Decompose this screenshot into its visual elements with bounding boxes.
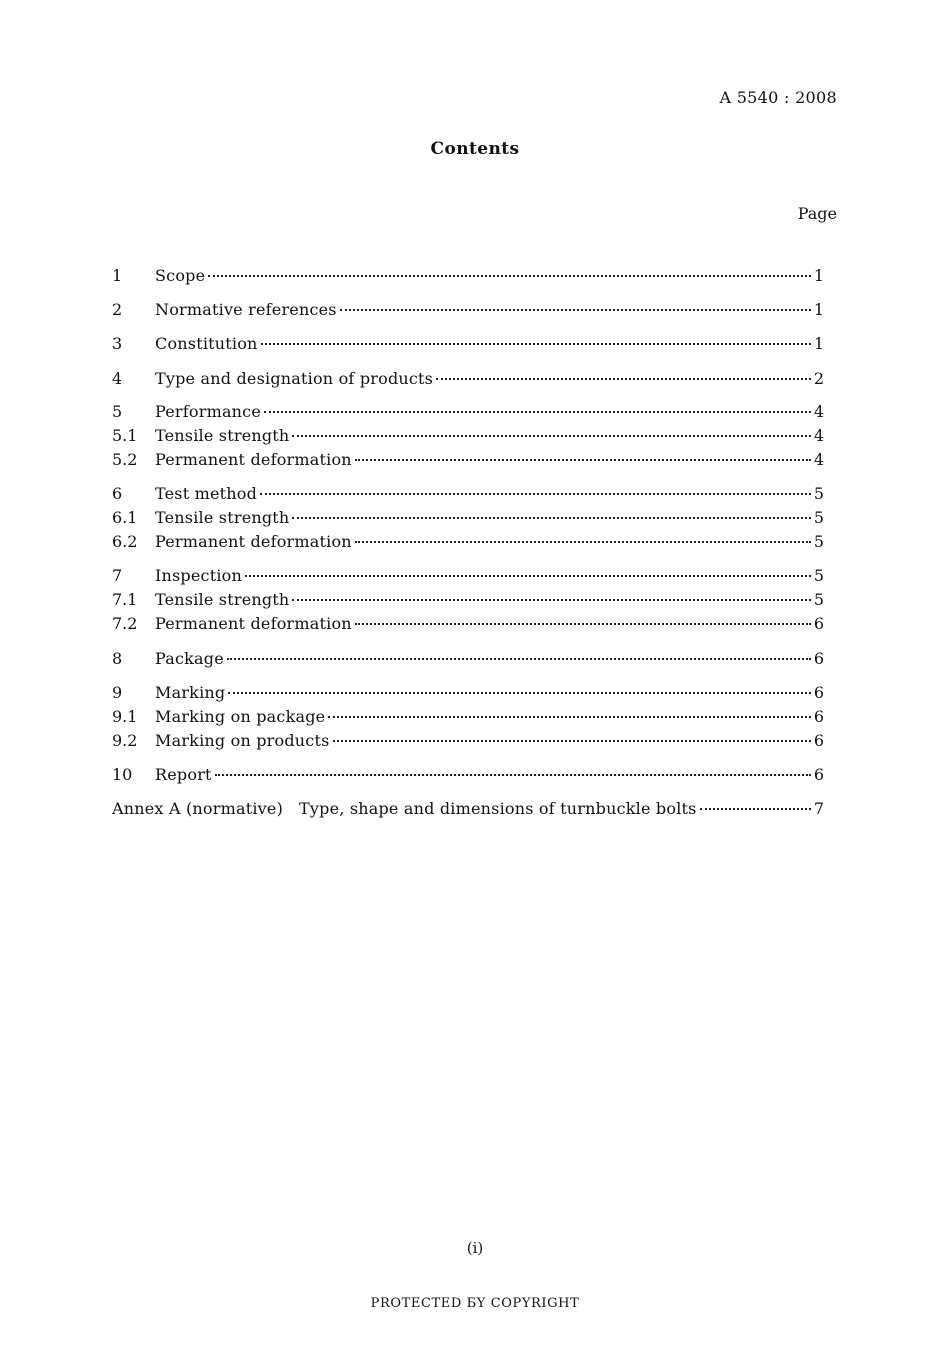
toc-entry-page: 1 (813, 300, 824, 319)
toc-entry[interactable] (112, 508, 824, 530)
toc-entry-title: Inspection (155, 566, 242, 585)
toc-entry-number: 9 (112, 683, 123, 702)
toc-entry-title: Tensile strength (155, 426, 290, 445)
toc-entry[interactable] (112, 369, 824, 391)
toc-entry[interactable] (112, 614, 824, 636)
toc-entry[interactable] (112, 707, 824, 729)
toc-entry-title: Performance (155, 402, 262, 421)
toc-entry-title: Constitution (155, 334, 258, 353)
toc-entry[interactable] (112, 566, 824, 588)
toc-entry-title: Tensile strength (155, 508, 290, 527)
toc-entry[interactable] (112, 731, 824, 753)
toc-entry-page: 6 (813, 765, 824, 784)
dot-leader (355, 623, 811, 625)
toc-entry[interactable] (112, 300, 824, 322)
toc-entry-page: 6 (813, 683, 824, 702)
toc-entry-title: Scope (155, 266, 206, 285)
dot-leader (436, 378, 811, 380)
toc-entry-number: 4 (112, 369, 123, 388)
page-column-label: Page (797, 204, 837, 223)
dot-leader (260, 493, 811, 495)
toc-entry-number: 6.1 (112, 508, 138, 527)
toc-entry[interactable] (112, 590, 824, 612)
toc-entry-page: 5 (813, 508, 824, 527)
toc-entry-number: 7.2 (112, 614, 138, 633)
dot-leader (700, 808, 811, 810)
standard-number: A 5540 : 2008 (719, 88, 837, 107)
toc-entry-page: 5 (813, 566, 824, 585)
dot-leader (355, 541, 811, 543)
toc-entry-page: 5 (813, 532, 824, 551)
dot-leader (227, 658, 811, 660)
toc-entry-title: Normative references (155, 300, 337, 319)
toc-entry-title: Test method (155, 484, 258, 503)
toc-entry[interactable] (112, 402, 824, 424)
toc-entry-title: Package (155, 649, 224, 668)
toc-entry[interactable] (112, 266, 824, 288)
toc-entry-title: Permanent deformation (155, 532, 352, 551)
toc-entry-page: 4 (813, 426, 824, 445)
dot-leader (292, 599, 810, 601)
toc-entry-number: 6.2 (112, 532, 138, 551)
dot-leader (264, 411, 811, 413)
toc-entry-title: Marking on package (155, 707, 326, 726)
toc-entry-page: 6 (813, 707, 824, 726)
toc-entry[interactable] (112, 334, 824, 356)
toc-entry-number: 6 (112, 484, 123, 503)
toc-annex-entry[interactable] (112, 799, 824, 821)
toc-entry-page: 4 (813, 402, 824, 421)
toc-entry[interactable] (112, 683, 824, 705)
toc-entry-page: 4 (813, 450, 824, 469)
toc-entry-number: 5.1 (112, 426, 138, 445)
toc-entry-number: 7 (112, 566, 123, 585)
dot-leader (261, 343, 811, 345)
toc-entry-number: 7.1 (112, 590, 138, 609)
toc-entry-title: Type and designation of products (155, 369, 434, 388)
toc-entry[interactable] (112, 765, 824, 787)
toc-entry-page: 5 (813, 484, 824, 503)
toc-entry-number: 10 (112, 765, 133, 784)
dot-leader (215, 774, 811, 776)
toc-entry[interactable] (112, 450, 824, 472)
toc-entry-number: 1 (112, 266, 123, 285)
toc-entry-number: 3 (112, 334, 123, 353)
dot-leader (245, 575, 811, 577)
annex-page: 7 (813, 799, 824, 818)
toc-entry-page: 6 (813, 649, 824, 668)
dot-leader (228, 692, 810, 694)
toc-entry-title: Tensile strength (155, 590, 290, 609)
dot-leader (208, 275, 811, 277)
toc-entry-title: Permanent deformation (155, 450, 352, 469)
toc-entry-number: 9.2 (112, 731, 138, 750)
page-title: Contents (430, 139, 520, 159)
dot-leader (292, 435, 810, 437)
dot-leader (328, 716, 810, 718)
toc-entry-title: Permanent deformation (155, 614, 352, 633)
toc-entry-number: 5 (112, 402, 123, 421)
annex-prefix: Annex A (normative) (112, 799, 284, 818)
toc-entry[interactable] (112, 426, 824, 448)
toc-entry-page: 6 (813, 731, 824, 750)
toc-entry-page: 1 (813, 334, 824, 353)
dot-leader (292, 517, 810, 519)
copyright-notice: PROTECTED БY COPYRIGHT (370, 1296, 580, 1311)
toc-entry-page: 5 (813, 590, 824, 609)
dot-leader (340, 309, 811, 311)
toc-entry-page: 2 (813, 369, 824, 388)
annex-title: Type, shape and dimensions of turnbuckle bolts (299, 799, 697, 818)
toc-entry-number: 5.2 (112, 450, 138, 469)
toc-entry-page: 6 (813, 614, 824, 633)
toc-entry-number: 8 (112, 649, 123, 668)
toc-entry-title: Report (155, 765, 212, 784)
dot-leader (355, 459, 811, 461)
toc-entry-page: 1 (813, 266, 824, 285)
footer-page-number: (i) (466, 1239, 484, 1257)
toc-entry[interactable] (112, 532, 824, 554)
toc-entry[interactable] (112, 484, 824, 506)
toc-entry[interactable] (112, 649, 824, 671)
toc-entry-number: 9.1 (112, 707, 138, 726)
toc-entry-number: 2 (112, 300, 123, 319)
toc-entry-title: Marking on products (155, 731, 330, 750)
dot-leader (333, 740, 811, 742)
toc-entry-title: Marking (155, 683, 226, 702)
